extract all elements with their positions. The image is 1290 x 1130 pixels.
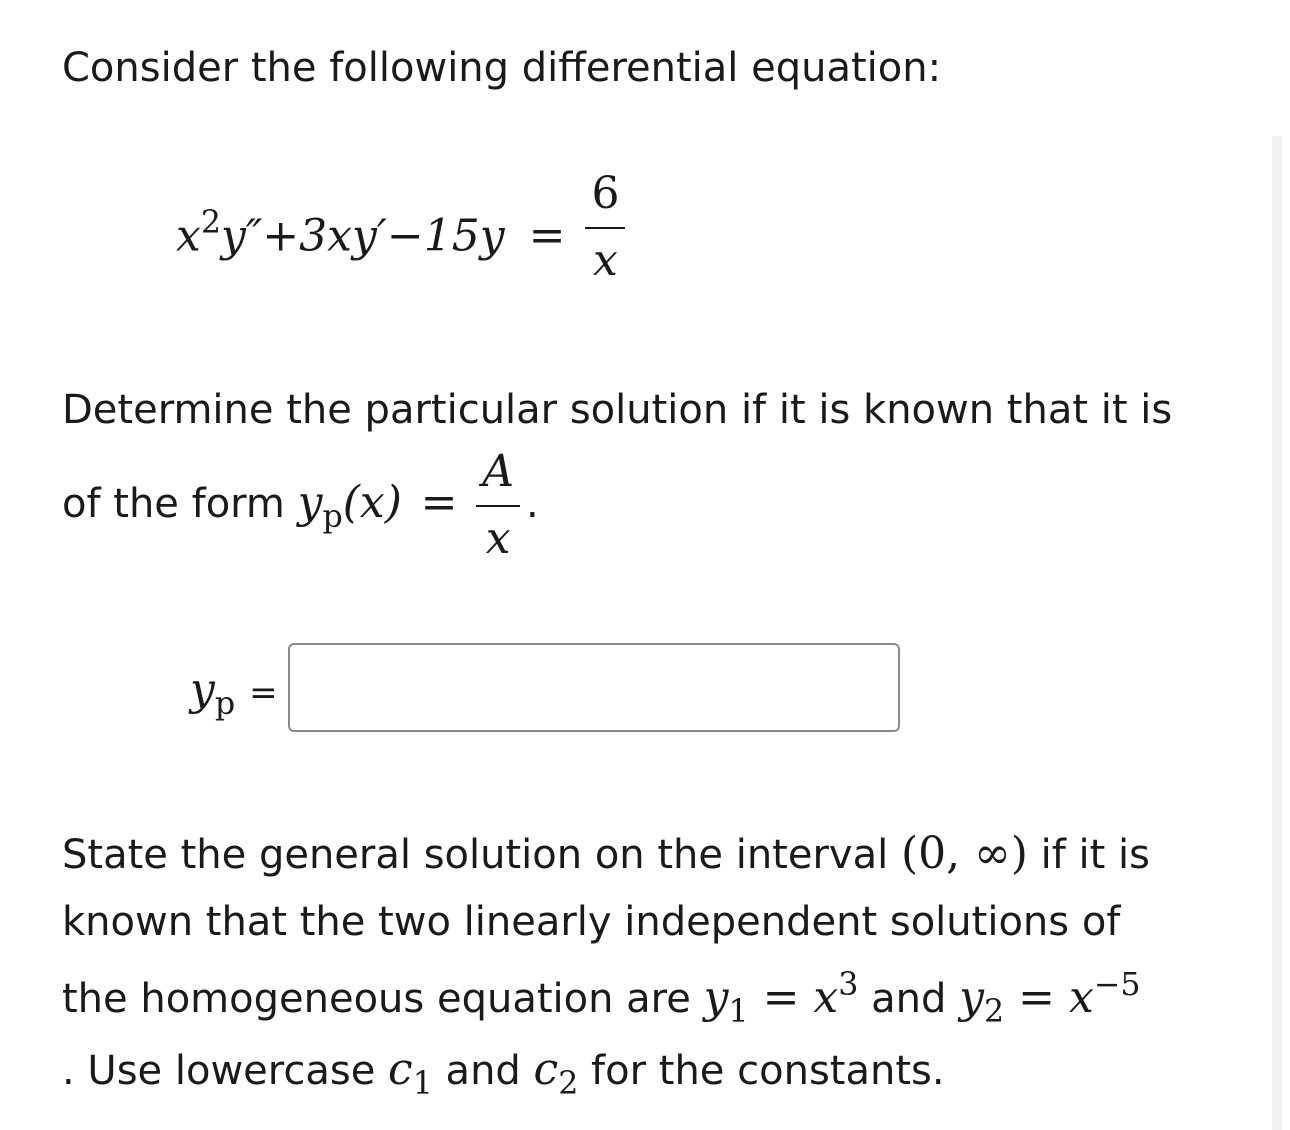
scrollbar[interactable] <box>1272 136 1282 1130</box>
eq-denominator: x <box>593 234 618 286</box>
eq-fraction <box>585 168 625 288</box>
part2-line3-text: the homogeneous equation are <box>62 976 704 1022</box>
part1-p-subscript: p <box>322 498 343 535</box>
part2-line1-text: State the general solution on the interval <box>62 832 901 878</box>
eq-fraction-bar <box>585 227 625 229</box>
part2-line3 <box>62 966 1141 1031</box>
part2-and2: and <box>432 1048 534 1094</box>
part2-line4-dot: . <box>62 1048 75 1094</box>
yp-answer-input[interactable] <box>288 643 900 732</box>
eq-plus: + <box>262 210 300 262</box>
part2-and1: and <box>858 976 960 1022</box>
part2-c2-sub: 2 <box>558 1066 579 1103</box>
eq-equals: = <box>528 210 566 262</box>
eq-yprime: y′ <box>351 210 387 262</box>
part1-line1: Determine the particular solution if it is known that it is <box>62 387 1173 433</box>
part2-x1: x <box>813 972 839 1023</box>
part2-line1-tail: if it is <box>1027 832 1150 878</box>
part1-fraction-bar <box>476 505 520 507</box>
part2-line2: known that the two linearly independent solutions of <box>62 899 1121 945</box>
answer-label-sub: p <box>214 686 236 723</box>
part2-line4-tail: for the constants. <box>578 1048 945 1094</box>
part1-period: . <box>526 480 539 527</box>
part1-fraction <box>476 446 520 566</box>
part1-equals: = <box>420 476 458 528</box>
eq-ydoubleprime: y″ <box>220 210 263 262</box>
part2-x2: x <box>1068 972 1094 1023</box>
eq-square: 2 <box>200 204 221 241</box>
part1-denominator: x <box>485 512 511 564</box>
part2-y2-sub: 2 <box>983 994 1005 1031</box>
part2-line4 <box>62 1044 945 1103</box>
eq-3x: 3x <box>299 210 352 262</box>
eq-x: x <box>176 210 201 262</box>
eq-numerator: 6 <box>591 168 620 219</box>
part2-line1 <box>62 828 1150 881</box>
intro-text: Consider the following differential equation: <box>62 45 942 91</box>
eq-15y: 15y <box>423 210 505 262</box>
part2-interval: (0, ∞) <box>900 828 1028 879</box>
part2-y1: y <box>703 972 729 1023</box>
part2-c1-sub: 1 <box>412 1066 433 1103</box>
answer-label-equals: = <box>249 673 278 713</box>
part2-eq2: = <box>1004 972 1069 1023</box>
part2-c2: c <box>533 1044 559 1095</box>
part2-y1-sub: 1 <box>728 994 749 1031</box>
part2-exp2: −5 <box>1093 966 1141 1003</box>
answer-label-y: y <box>190 664 215 715</box>
part1-argument: (x) <box>342 476 402 528</box>
eq-minus: − <box>386 210 424 262</box>
part1-line2 <box>62 446 539 566</box>
answer-label <box>190 664 278 723</box>
part1-numerator: A <box>482 446 514 497</box>
part1-prefix: of the form <box>62 480 298 527</box>
differential-equation <box>176 168 631 288</box>
part2-exp1: 3 <box>838 966 859 1003</box>
part2-eq1: = <box>748 972 814 1023</box>
part2-c1: c <box>388 1044 413 1095</box>
part2-line4-text: Use lowercase <box>74 1048 389 1094</box>
part2-y2: y <box>959 972 984 1023</box>
part1-yp: y <box>297 476 323 528</box>
